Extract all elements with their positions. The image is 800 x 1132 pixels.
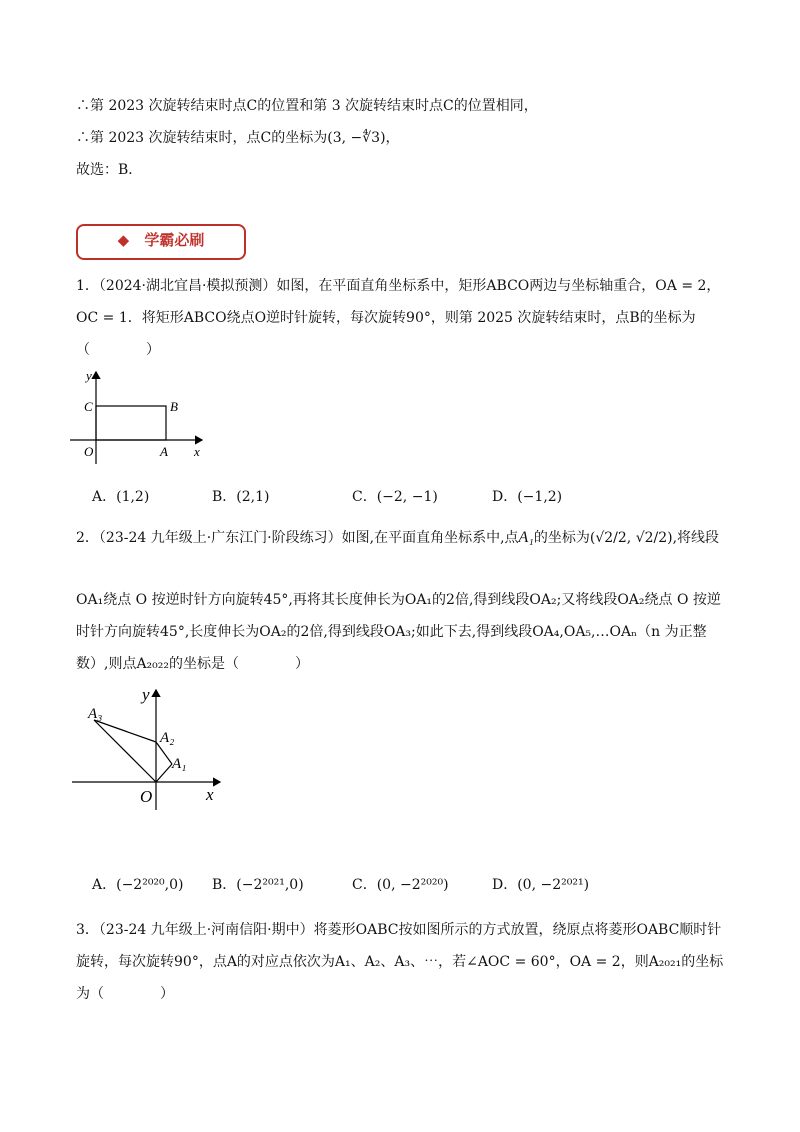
q1-line-3: （ ）: [76, 342, 160, 358]
q2-figure: [70, 684, 230, 814]
diamond-icon: ◆: [117, 231, 130, 249]
q2-fig-A2: A₂: [160, 730, 175, 746]
banner-label: 学霸必刷: [144, 231, 205, 249]
q1-line-2: OC = 1．将矩形ABCO绕点O逆时针旋转，每次旋转90°，则第 2025 次旋转结束时，点B的坐标为: [76, 310, 696, 326]
q1-figure: [70, 368, 210, 468]
q2-line-1c: 的坐标为: [533, 530, 590, 546]
q2-line-1d: ,将线段: [672, 530, 720, 546]
q2-line-1a: 2．（23-24 九年级上·广东江门·阶段练习）如图,在平面直角坐标系中,点: [76, 530, 519, 546]
q1-line-1: 1．（2024·湖北宜昌·模拟预测）如图，在平面直角坐标系中，矩形ABCO两边与坐标轴重合，OA = 2，: [76, 278, 721, 294]
q2-fig-O: O: [140, 787, 153, 806]
q2-option-a[interactable]: A．(−2²⁰²⁰,0): [92, 877, 184, 893]
section-banner: [76, 224, 246, 260]
solution-line-3: 故选：B．: [76, 162, 143, 178]
q1-option-d[interactable]: D．(−1,2): [492, 489, 563, 505]
q1-fig-B: B: [170, 399, 178, 414]
q2-line-1: [76, 528, 719, 548]
q3-line-2: 旋转，每次旋转90°，点A的对应点依次为A₁、A₂、A₃、⋯，若∠AOC = 60°，OA = 2，则A₂₀₂₁的坐标: [76, 954, 724, 970]
q2-option-d[interactable]: D．(0, −2²⁰²¹): [492, 877, 590, 893]
q1-fig-A: A: [160, 444, 168, 459]
q2-fig-x: x: [206, 785, 214, 804]
q2-line-2: OA₁绕点 O 按逆时针方向旋转45°,再将其长度伸长为OA₁的2倍,得到线段OA₂;又将线段OA₂绕点 O 按逆: [76, 592, 721, 608]
q2-fig-y: y: [142, 685, 150, 704]
q1-option-c[interactable]: C．(−2, −1): [352, 489, 438, 505]
q2-option-c[interactable]: C．(0, −2²⁰²⁰): [352, 877, 449, 893]
q2-point-a1: A₁: [518, 529, 534, 546]
q1-fig-x: x: [194, 444, 200, 459]
q2-fig-A3: A₃: [88, 706, 103, 722]
q2-fig-A1: A₁: [172, 756, 187, 772]
q1-option-a[interactable]: A．(1,2): [92, 489, 150, 505]
q3-line-1: 3．（23-24 九年级上·河南信阳·期中）将菱形OABC按如图所示的方式放置，绕原点将菱形OABC顺时针: [76, 922, 722, 938]
q2-line-3: 时针方向旋转45°,长度伸长为OA₂的2倍,得到线段OA₃;如此下去,得到线段OA₄,OA₅,…OAₙ（n 为正整: [76, 624, 707, 640]
q2-option-b[interactable]: B．(−2²⁰²¹,0): [212, 877, 304, 893]
q1-option-b[interactable]: B．(2,1): [212, 489, 270, 505]
q2-a1-coordinate: (√2/2, √2/2): [589, 530, 673, 546]
q2-line-4: 数）,则点A₂₀₂₂的坐标是（ ）: [76, 656, 310, 672]
q3-line-3: 为（ ）: [76, 986, 174, 1002]
q1-fig-O: O: [84, 444, 94, 459]
solution-line-1: ∴第 2023 次旋转结束时点C的位置和第 3 次旋转结束时点C的位置相同，: [76, 98, 538, 114]
solution-line-2: ∴第 2023 次旋转结束时，点C的坐标为(3, −∜3)，: [76, 130, 400, 146]
q1-fig-C: C: [84, 399, 93, 414]
q1-fig-y: y: [86, 368, 92, 383]
